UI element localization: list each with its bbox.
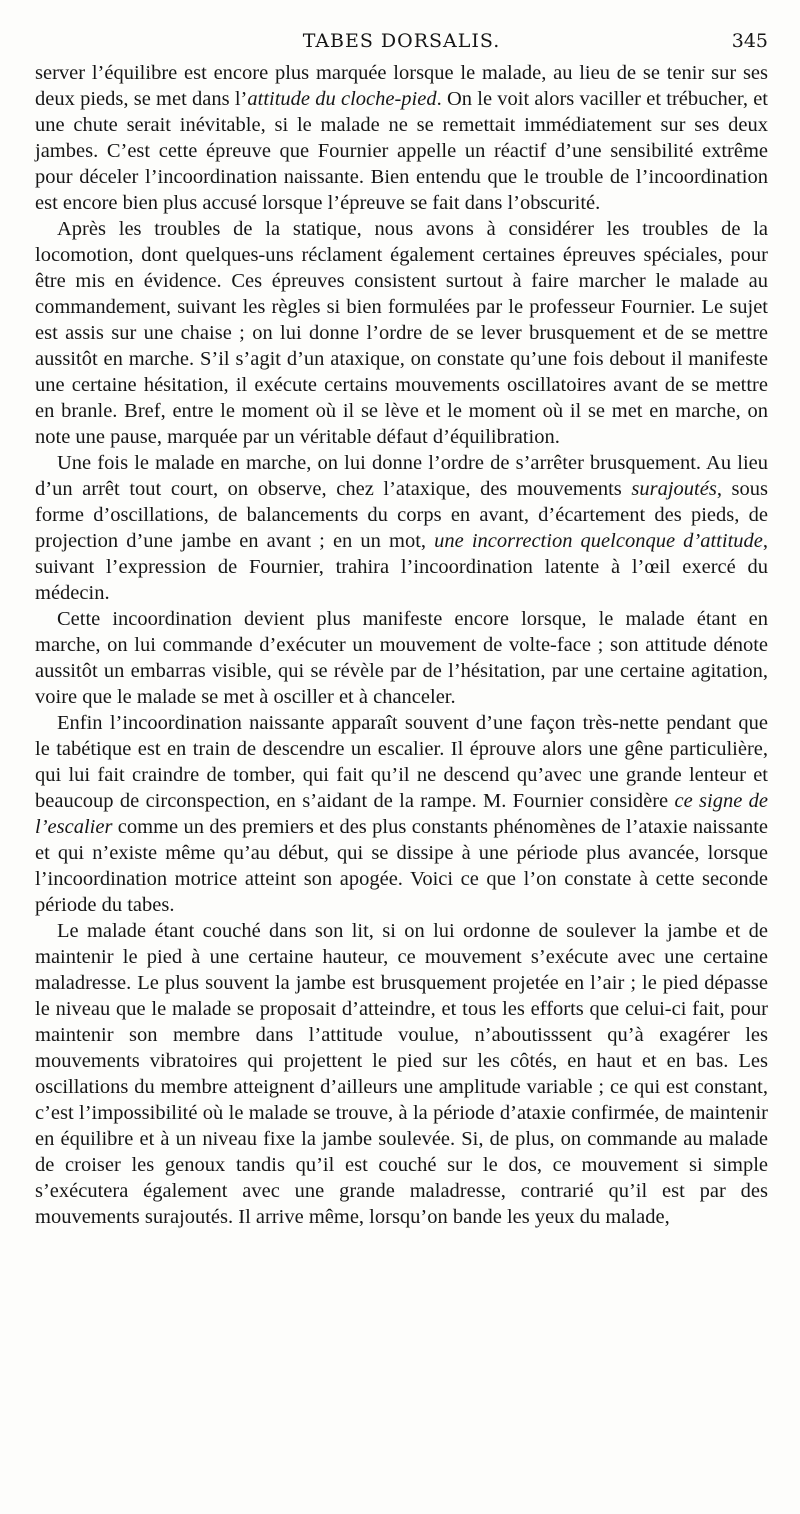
- paragraph: [35, 918, 768, 1230]
- text-run: . On le voit alors vaciller et trébucher, et une chute serait inévitable, si le malade ne se remettait immédiatement sur ses deux jambes. C’est cette épreuve que Fournier appelle un réactif d’une sensibilité extrême pour déceler l’incoordination naissante. Bien entendu que le trouble de l’incoordination est encore bien plus accusé lorsque l’épreuve se fait dans l’obscurité.: [35, 88, 768, 214]
- paragraph: [35, 606, 768, 710]
- text-run: Une fois le malade en marche, on lui donne l’ordre de s’arrêter brusquement. Au lieu d’un arrêt tout court, on observe, chez l’ataxique, des mouvements: [35, 452, 768, 500]
- italic-phrase: une incorrection quelconque d’attitude: [434, 530, 763, 552]
- paragraph: [35, 710, 768, 918]
- running-title: TABES DORSALIS.: [302, 30, 501, 52]
- text-run: Cette incoordination devient plus manifeste encore lorsque, le malade étant en marche, on lui commande d’exécuter un mouvement de volte-face ; son attitude dénote aussitôt un embarras visible, qui se révèle par de l’hésitation, par une certaine agitation, voire que le malade se met à osciller et à chanceler.: [35, 608, 768, 708]
- italic-phrase: surajoutés: [631, 478, 717, 500]
- text-run: Après les troubles de la statique, nous avons à considérer les troubles de la locomotion, dont quelques-uns réclament également certaines épreuves spéciales, pour être mis en évidence. Ces épreuves consistent surtout à faire marcher le malade au commandement, suivant les règles si bien formulées par le professeur Fournier. Le sujet est assis sur une chaise ; on lui donne l’ordre de se lever brusquement et de se mettre aussitôt en marche. S’il s’agit d’un ataxique, on constate qu’une fois debout il manifeste une certaine hésitation, il exécute certains mouvements oscillatoires avant de se mettre en branle. Bref, entre le moment où il se lève et le moment où il se met en marche, on note une pause, marquée par un véritable défaut d’équilibration.: [35, 218, 768, 448]
- text-run: server l’équilibre est encore plus marquée lorsque le malade, au lieu de se tenir sur ses deux pieds, se met dans l’: [35, 62, 768, 110]
- text-run: Le malade étant couché dans son lit, si on lui ordonne de soulever la jambe et de maintenir le pied à une certaine hauteur, ce mouvement s’exécute avec une certaine maladresse. Le plus souvent la jambe est brusquement projetée en l’air ; le pied dépasse le niveau que le malade se proposait d’atteindre, et tous les efforts que celui-ci fait, pour maintenir son membre dans l’attitude voulue, n’aboutisssent qu’à exagérer les mouvements vibratoires qui projettent le pied sur les côtés, en haut et en bas. Les oscillations du membre atteignent d’ailleurs une amplitude variable ; ce qui est constant, c’est l’impossibilité où le malade se trouve, à la période d’ataxie confirmée, de maintenir en équilibre et à un niveau fixe la jambe soulevée. Si, de plus, on commande au malade de croiser les genoux tandis qu’il est couché sur le dos, ce mouvement si simple s’exécutera également avec une grande maladresse, contrarié qu’il est par des mouvements surajoutés. Il arrive même, lorsqu’on bande les yeux du malade,: [35, 920, 768, 1228]
- text-run: comme un des premiers et des plus constants phénomènes de l’ataxie naissante et qui n’existe même qu’au début, qui se dissipe à une période plus avancée, lorsque l’incoordination motrice atteint son apogée. Voici ce que l’on constate à cette seconde période du tabes.: [35, 816, 768, 916]
- paragraph: [35, 216, 768, 450]
- text-run: , suivant l’expression de Fournier, trahira l’incoordination latente à l’œil exercé du médecin.: [35, 530, 768, 604]
- text-run: Enfin l’incoordination naissante apparaît souvent d’une façon très-nette pendant que le tabétique est en train de descendre un escalier. Il éprouve alors une gêne particulière, qui lui fait craindre de tomber, qui fait qu’il ne descend qu’avec une grande lenteur et beaucoup de circonspection, en s’aidant de la rampe. M. Fournier considère: [35, 712, 768, 812]
- page-header: [35, 30, 768, 56]
- page-number: 345: [731, 30, 768, 52]
- paragraph: [35, 450, 768, 606]
- italic-phrase: attitude du cloche-pied: [247, 88, 437, 110]
- body-text: [35, 60, 768, 1230]
- paragraph: [35, 60, 768, 216]
- italic-phrase: ce signe de l’escalier: [35, 790, 768, 838]
- text-run: , sous forme d’oscillations, de balancements du corps en avant, d’écartement des pieds, de projection d’une jambe en avant ; en un mot,: [35, 478, 768, 552]
